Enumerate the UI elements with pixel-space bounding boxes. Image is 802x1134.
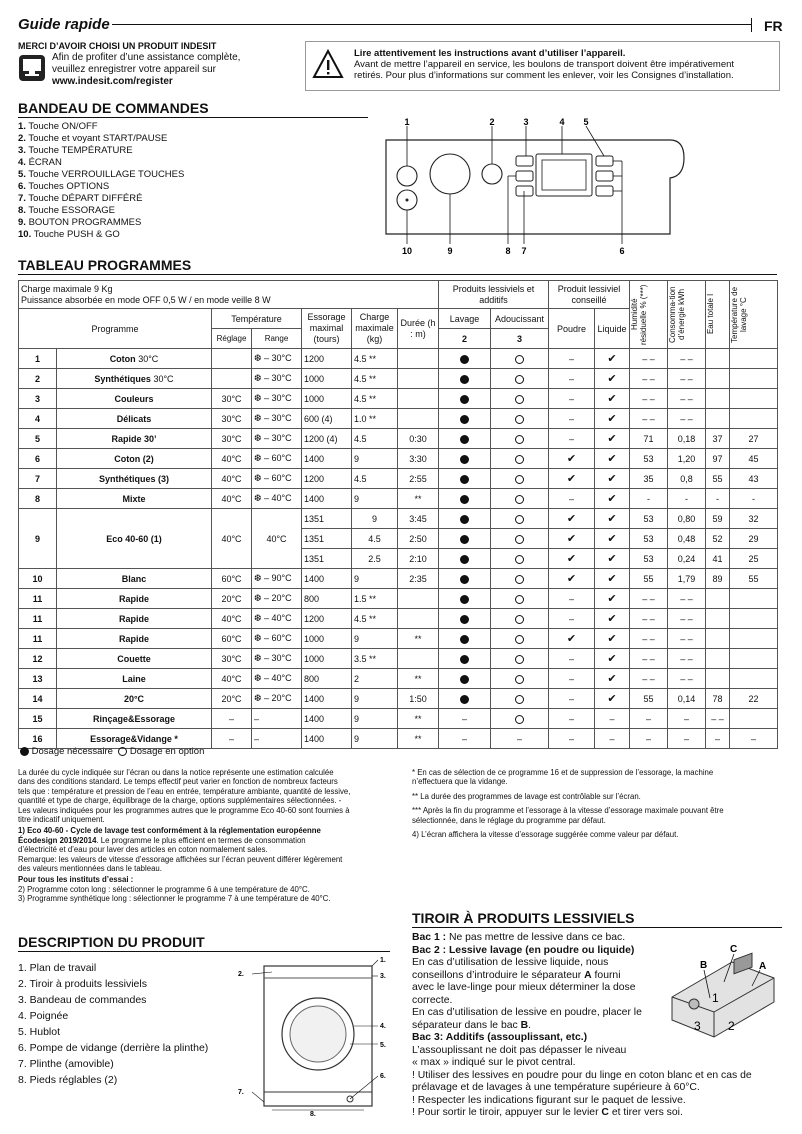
ring-icon (515, 495, 524, 504)
ring-icon (515, 455, 524, 464)
check-icon: ✔ (607, 413, 617, 425)
dot-icon (460, 575, 469, 584)
warning-icon (312, 48, 344, 80)
control-item: 10. Touche PUSH & GO (18, 229, 120, 240)
washer-callout-1: 1. (380, 957, 386, 964)
dot-icon (460, 475, 469, 484)
ring-icon (515, 435, 524, 444)
col-lavage-num: 2 (439, 329, 491, 349)
ring-icon (515, 575, 524, 584)
register-link[interactable]: www.indesit.com/register (52, 76, 173, 87)
check-icon: ✔ (607, 393, 617, 405)
table-row: 13 Laine 40°C ❆ – 40°C 800 2 ** – ✔ – – – – (19, 669, 778, 689)
callout-2: 2 (489, 117, 495, 127)
drawer-label-b: B (700, 960, 708, 971)
check-icon: ✔ (607, 433, 617, 445)
thanks-text: Afin de profiter d’une assistance complète, veuillez enregistrer votre appareil sur www.indesit.com/register (52, 52, 241, 87)
check-icon: ✔ (566, 633, 577, 645)
ring-icon (515, 415, 524, 424)
dot-icon (460, 515, 469, 524)
controls-rule (18, 117, 368, 118)
col-essorage: Essorage maximal (tours) (302, 309, 352, 349)
check-icon: ✔ (607, 553, 617, 565)
description-item: 8. Pieds réglables (2) (18, 1074, 118, 1086)
check-icon: ✔ (607, 353, 617, 365)
check-icon: ✔ (607, 373, 617, 385)
drawer-label-3: 3 (694, 1019, 701, 1033)
ring-icon (515, 695, 524, 704)
dot-icon (460, 355, 469, 364)
callout-6: 6 (619, 246, 625, 256)
table-head-info: Charge maximale 9 Kg Puissance absorbée en mode OFF 0,5 W / en mode veille 8 W (19, 281, 439, 309)
washer-callout-3: 3. (380, 973, 386, 980)
col-humidite: Humidité résiduelle % (***) (630, 284, 649, 345)
col-adouc-num: 3 (491, 329, 549, 349)
ring-icon (515, 635, 524, 644)
description-item: 1. Plan de travail (18, 962, 97, 974)
table-row: 2 Synthétiques 30°C ❆ – 30°C 1000 4.5 ** – ✔ – – – – (19, 369, 778, 389)
drawer-label-2: 2 (728, 1019, 735, 1033)
col-temperature: Température (212, 309, 302, 329)
col-eau-totale: Eau totale l (706, 294, 716, 335)
ring-legend-icon (118, 747, 127, 756)
col-programme: Programme (19, 309, 212, 349)
dot-icon (460, 395, 469, 404)
table-row: 14 20°C 20°C ❆ – 20°C 1400 9 1:50 – ✔ 55 0,14 78 22 (19, 689, 778, 709)
description-item: 4. Poignée (18, 1010, 69, 1022)
program-rows (19, 349, 778, 749)
dot-icon (460, 695, 469, 704)
description-item: 5. Hublot (18, 1026, 61, 1038)
col-charge: Charge maximale (kg) (352, 309, 398, 349)
table-row: 4 Délicats 30°C ❆ – 30°C 600 (4) 1.0 ** – ✔ – – – – (19, 409, 778, 429)
drawer-title: TIROIR À PRODUITS LESSIVIELS (412, 910, 635, 926)
table-row: 10 Blanc 60°C ❆ – 90°C 1400 9 2:35 ✔ ✔ 55 1,79 89 55 (19, 569, 778, 589)
callout-9: 9 (447, 246, 453, 256)
col-adoucissant: Adoucissant (491, 309, 549, 329)
check-icon: ✔ (607, 493, 617, 505)
drawer-rule (412, 927, 782, 928)
table-row: 8 Mixte 40°C ❆ – 40°C 1400 9 ** – ✔ - - - - (19, 489, 778, 509)
dot-icon (460, 655, 469, 664)
dot-icon (460, 675, 469, 684)
col-range: Range (252, 329, 302, 349)
washer-callout-8: 8. (310, 1111, 316, 1117)
washer-callout-5: 5. (380, 1042, 386, 1049)
ring-icon (515, 395, 524, 404)
controls-list (18, 121, 184, 241)
control-item: 3. Touche TEMPÉRATURE (18, 145, 133, 156)
col-produits: Produits lessiviels et additifs (439, 281, 549, 309)
ring-icon (515, 595, 524, 604)
table-row: 16 Essorage&Vidange * – – 1400 9 ** – – – – – – – – (19, 729, 778, 749)
callout-10: 10 (401, 246, 413, 256)
control-item: 2. Touche et voyant START/PAUSE (18, 133, 168, 144)
callout-5: 5 (583, 117, 589, 127)
washer-callout-4: 4. (380, 1023, 386, 1030)
ring-icon (515, 675, 524, 684)
table-row: 5 Rapide 30’ 30°C ❆ – 30°C 1200 (4) 4.5 0:30 – ✔ 71 0,18 37 27 (19, 429, 778, 449)
callout-7: 7 (521, 246, 527, 256)
check-icon: ✔ (566, 473, 577, 485)
callout-3: 3 (523, 117, 529, 127)
dot-icon (460, 535, 469, 544)
check-icon: ✔ (607, 513, 617, 525)
dot-legend-icon (20, 747, 29, 756)
table-row: 11 Rapide 40°C ❆ – 40°C 1200 4.5 ** – ✔ – – – – (19, 609, 778, 629)
table-row-eco: 9 Eco 40-60 (1) 40°C 40°C 1351 9 3:45 ✔ ✔ 53 0,80 59 32 (19, 509, 778, 529)
drawer-label-a: A (759, 961, 767, 972)
description-item: 7. Plinthe (amovible) (18, 1058, 114, 1070)
col-produit-conseille: Produit lessiviel conseillé (549, 281, 630, 309)
callout-1: 1 (404, 117, 410, 127)
washer-callout-6: 6. (380, 1073, 386, 1080)
table-row: 1 Coton 30°C ❆ – 30°C 1200 4.5 ** – ✔ – – – – (19, 349, 778, 369)
control-item: 7. Touche DÉPART DIFFÉRÉ (18, 193, 143, 204)
check-icon: ✔ (566, 553, 577, 565)
language-code: FR (764, 18, 783, 34)
col-poudre: Poudre (549, 309, 595, 349)
drawer-label-c: C (730, 944, 738, 955)
control-item: 8. Touche ESSORAGE (18, 205, 116, 216)
description-item: 6. Pompe de vidange (derrière la plinthe) (18, 1042, 209, 1054)
check-icon: ✔ (607, 653, 617, 665)
dot-icon (460, 555, 469, 564)
ring-icon (515, 555, 524, 564)
washer-diagram (232, 952, 392, 1117)
dot-icon (460, 455, 469, 464)
table-row-eco: 1351 2.5 2:10 ✔ ✔ 53 0,24 41 25 (19, 549, 778, 569)
description-list (18, 960, 208, 1088)
ring-icon (515, 715, 524, 724)
dot-icon (460, 415, 469, 424)
table-row: 15 Rinçage&Essorage – – 1400 9 ** – – – – – – – (19, 709, 778, 729)
washer-callout-2: 2. (238, 971, 244, 978)
check-icon: ✔ (566, 573, 577, 585)
col-liquide: Liquide (595, 309, 630, 349)
drawer-text: Bac 1 : Ne pas mettre de lessive dans ce bac. Bac 2 : Lessive lavage (en poudre ou liquide) En cas d’utilisation de lessive liquide, nous conseillons d’introduire le séparateur A fourni avec le lave-linge pour mieux déterminer la dose correcte. En cas d’utilisation de lessive en poudre, placer le séparateur dans le bac B. Bac 3: Additifs (assouplissant, etc.) L’assouplissant ne doit pas dépasser le niveau « max » indiqué sur le pivot central. ! Utiliser des lessives en poudre pour du linge en coton blanc et en cas de prélavage et de lavages à une température supérieure à 60°C. ! Respecter les indications figurant sur le paquet de lessive. ! Pour sortir le tiroir, appuyer sur le levier C et tirer vers soi. (412, 932, 752, 1118)
ring-icon (515, 615, 524, 624)
check-icon: ✔ (607, 593, 617, 605)
description-item: 2. Tiroir à produits lessiviels (18, 978, 147, 990)
dot-icon (460, 495, 469, 504)
check-icon: ✔ (607, 473, 617, 485)
notes-right: * En cas de sélection de ce programme 16 et de suppression de l’essorage, la machine n’effectuera que la vidange. ** La durée des programmes de lavage est contrôlable sur l’écran. *** Après la fin du programme et l’essorage à la vitesse d’essorage maximale pouvant être sélectionnée, dans le réglage du programme par défaut. 4) L’écran affichera la vitesse d’essorage suggérée comme valeur par défaut. (412, 768, 724, 840)
check-icon: ✔ (566, 513, 577, 525)
washer-callout-7: 7. (238, 1089, 244, 1096)
control-item: 4. ÉCRAN (18, 157, 62, 168)
col-duree: Durée (h : m) (398, 309, 439, 349)
callout-4: 4 (559, 117, 565, 127)
header-tick (751, 18, 752, 32)
controls-title: BANDEAU DE COMMANDES (18, 100, 209, 116)
warning-text: Lire attentivement les instructions avant d’utiliser l’appareil. Avant de mettre l’appareil en service, les boulons de transport doivent être impérativement retirés. Pour plus d’informations sur comment les enlever, voir les Consignes d’installation. (354, 48, 735, 81)
check-icon: ✔ (607, 453, 617, 465)
check-icon: ✔ (566, 453, 577, 465)
callout-8: 8 (505, 246, 511, 256)
table-row: 7 Synthétiques (3) 40°C ❆ – 60°C 1200 4.5 2:55 ✔ ✔ 35 0,8 55 43 (19, 469, 778, 489)
ring-icon (515, 515, 524, 524)
program-table-wrap (18, 280, 777, 749)
ring-icon (515, 375, 524, 384)
table-title: TABLEAU PROGRAMMES (18, 257, 192, 273)
description-title: DESCRIPTION DU PRODUIT (18, 934, 205, 950)
dot-icon (460, 435, 469, 444)
control-item: 5. Touche VERROUILLAGE TOUCHES (18, 169, 185, 180)
drawer-label-1: 1 (712, 991, 719, 1005)
ring-icon (515, 475, 524, 484)
control-panel-diagram (380, 116, 690, 261)
control-item: 1. Touche ON/OFF (18, 121, 98, 132)
check-icon: ✔ (607, 613, 617, 625)
dot-icon (460, 375, 469, 384)
table-row: 6 Coton (2) 40°C ❆ – 60°C 1400 9 3:30 ✔ ✔ 53 1,20 97 45 (19, 449, 778, 469)
check-icon: ✔ (607, 573, 617, 585)
computer-icon (18, 54, 46, 82)
dot-icon (460, 635, 469, 644)
table-row-eco: 1351 4.5 2:50 ✔ ✔ 53 0,48 52 29 (19, 529, 778, 549)
notes-left: La durée du cycle indiquée sur l’écran ou dans la notice représente une estimation calculée dans des conditions standard. Le temps effectif peut varier en fonction de nombreux facteurs tels que : température et pression de l’eau en entrée, température ambiante, quantité de lessive, quantité et type de charge, équilibrage de la charge, options supplémentaires sélectionnées. - Les valeurs indiquées pour les programmes autres que le programme Eco 40-60 sont fournies à titre indicatif uniquement. 1) Eco 40-60 - Cycle de lavage test conformément à la réglementation européenne Écodesign 2019/2014. Le programme le plus efficient en termes de consommation d’électricité et d’eau pour laver des articles en coton normalement sales. Remarque: les valeurs de vitesse d’essorage affichées sur l’écran peuvent différer légèrement des valeurs mentionnées dans le tableau. Pour tous les instituts d’essai : 2) Programme coton long : sélectionner le programme 6 à une température de 40°C. 3) Programme synthétique long : sélectionner le programme 7 à une température de 40°C. (18, 768, 351, 904)
table-rule (18, 274, 777, 275)
thanks-title: MERCI D’AVOIR CHOISI UN PRODUIT INDESIT (18, 41, 217, 51)
control-item: 9. BOUTON PROGRAMMES (18, 217, 142, 228)
check-icon: ✔ (566, 533, 577, 545)
dot-icon (460, 595, 469, 604)
guide-title: Guide rapide (18, 16, 110, 33)
drawer-diagram (662, 942, 782, 1042)
dot-icon (460, 615, 469, 624)
table-row: 11 Rapide 20°C ❆ – 20°C 800 1.5 ** – ✔ – – – – (19, 589, 778, 609)
col-lavage: Lavage (439, 309, 491, 329)
program-table (18, 280, 778, 749)
table-row: 12 Couette 30°C ❆ – 30°C 1000 3.5 ** – ✔ – – – – (19, 649, 778, 669)
table-row: 11 Rapide 60°C ❆ – 60°C 1000 9 ** ✔ ✔ – – – – (19, 629, 778, 649)
description-item: 3. Bandeau de commandes (18, 994, 147, 1006)
ring-icon (515, 355, 524, 364)
control-item: 6. Touches OPTIONS (18, 181, 110, 192)
col-temp-lavage: Température de lavage °C (730, 286, 749, 343)
legend: Dosage nécessaire Dosage en option (20, 746, 204, 757)
check-icon: ✔ (607, 693, 617, 705)
col-reglage: Réglage (212, 329, 252, 349)
ring-icon (515, 535, 524, 544)
table-row: 3 Couleurs 30°C ❆ – 30°C 1000 4.5 ** – ✔ – – – – (19, 389, 778, 409)
check-icon: ✔ (607, 633, 617, 645)
check-icon: ✔ (607, 533, 617, 545)
check-icon: ✔ (607, 673, 617, 685)
header-rule (112, 24, 752, 25)
ring-icon (515, 655, 524, 664)
col-consommation: Consomma-tion d’énergie kWh (668, 286, 687, 343)
